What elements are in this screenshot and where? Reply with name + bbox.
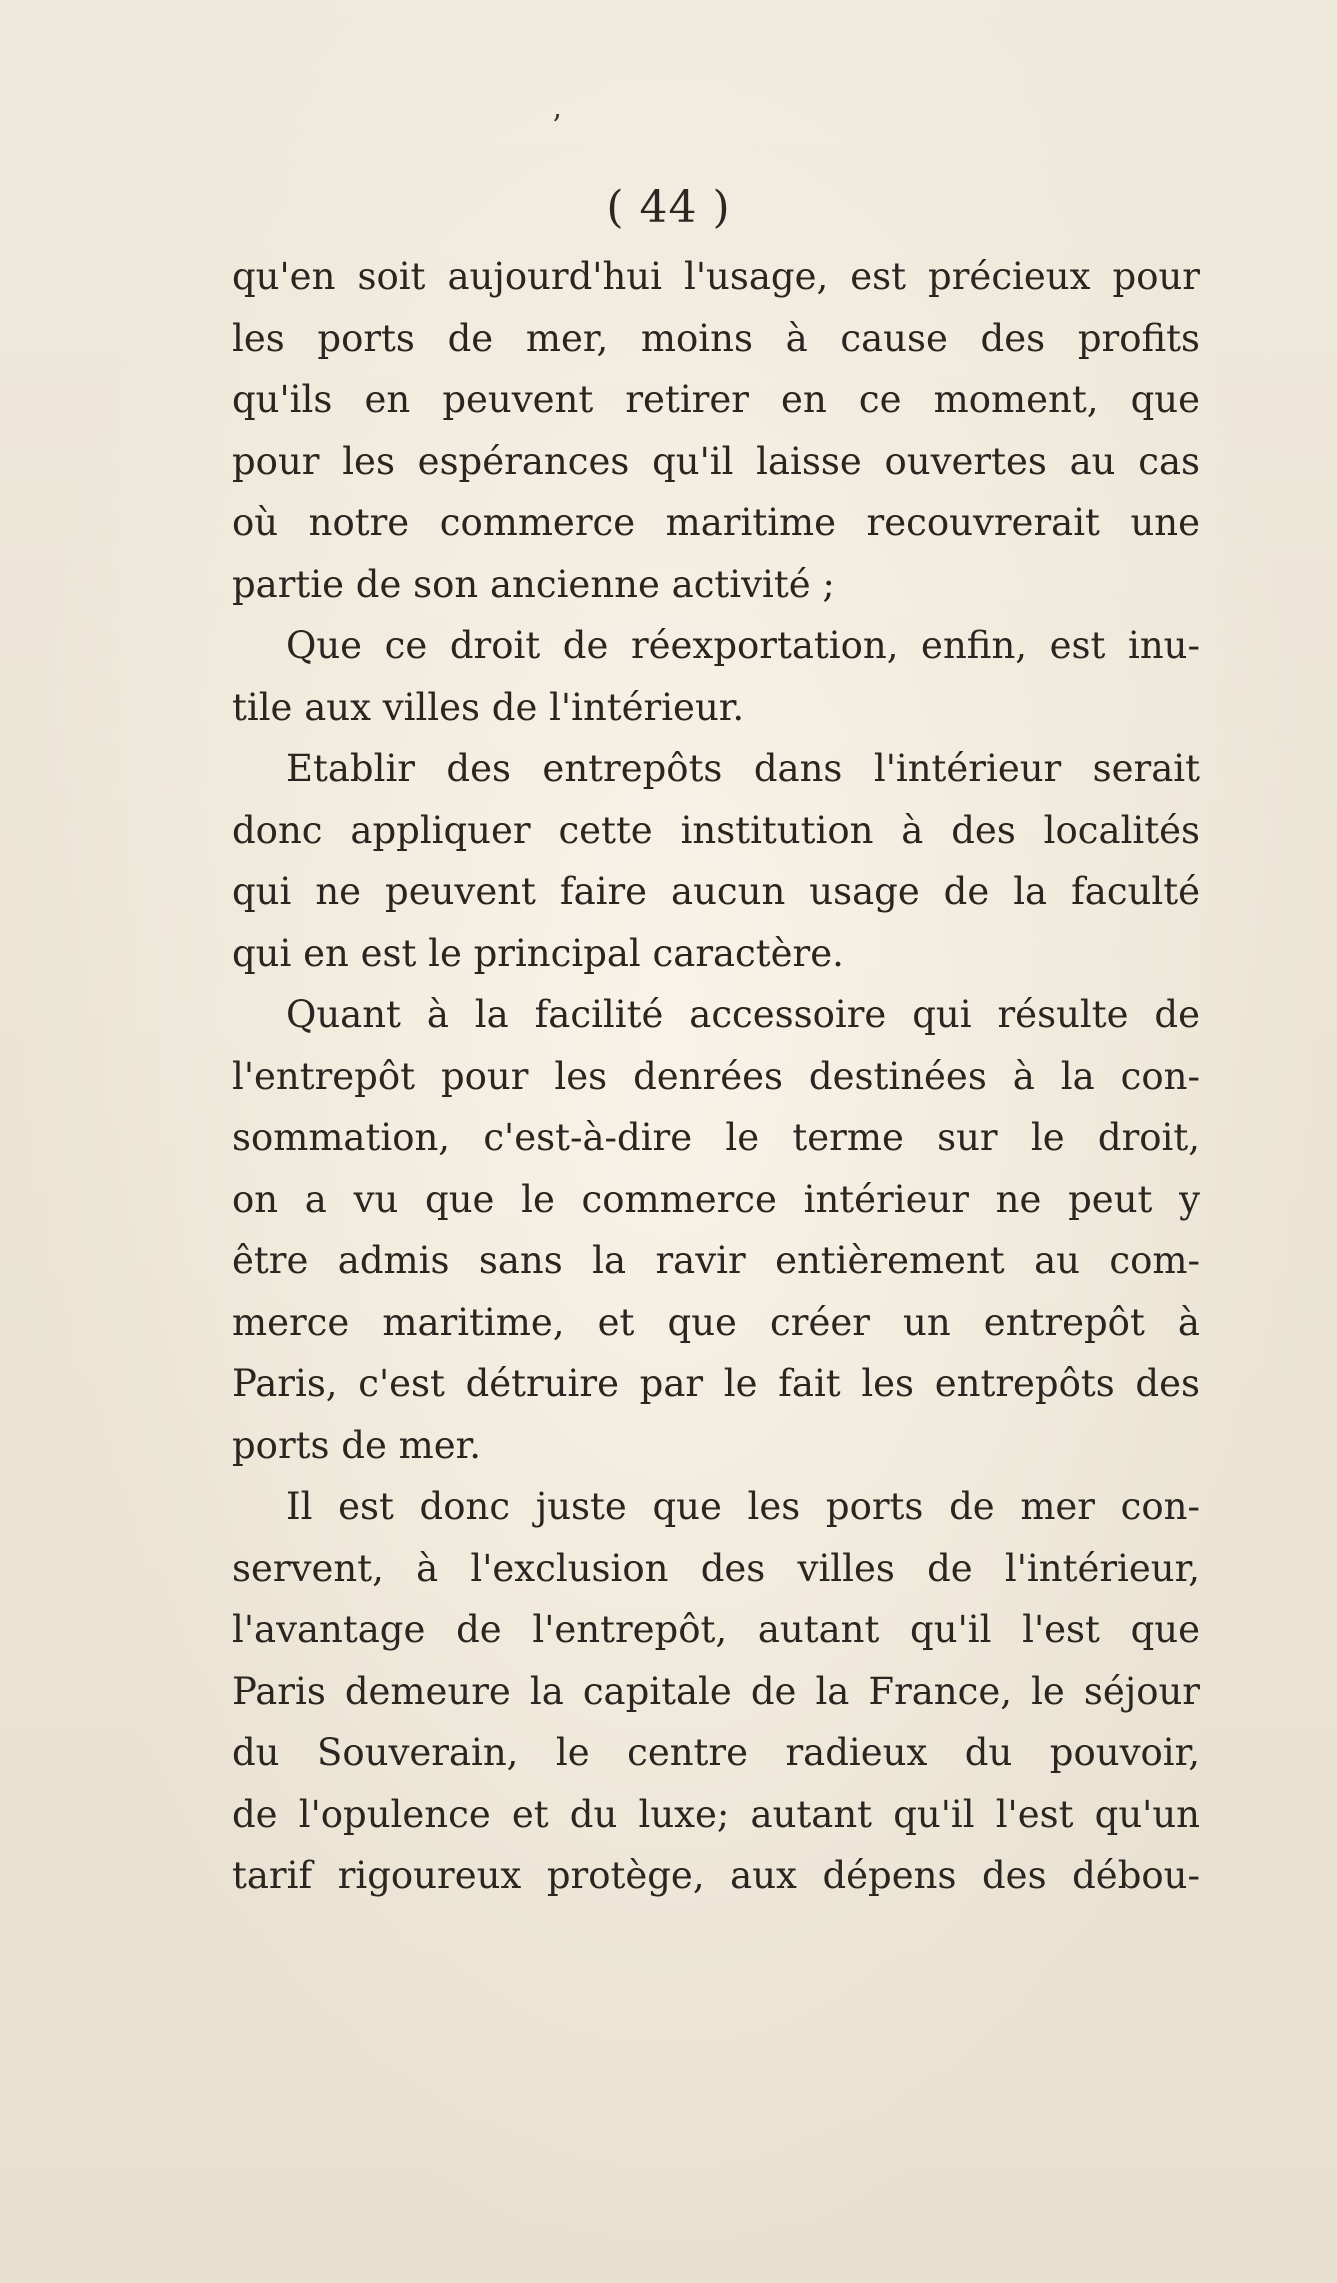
text-line: les ports de mer, moins à cause des profits (232, 316, 1200, 360)
text-line: de l'opulence et du luxe; autant qu'il l'est qu'un (232, 1792, 1200, 1836)
text-line: tile aux villes de l'intérieur. (232, 685, 745, 729)
page-number: ( 44 ) (606, 182, 731, 233)
text-line: Paris, c'est détruire par le fait les entrepôts des (232, 1362, 1200, 1405)
text-line: sommation, c'est-à-dire le terme sur le droit, (232, 1116, 1200, 1159)
text-line: du Souverain, le centre radieux du pouvoir, (232, 1731, 1200, 1774)
body-text (232, 246, 1200, 1907)
text-line: l'avantage de l'entrepôt, autant qu'il l'est que (232, 1608, 1200, 1651)
text-line: on a vu que le commerce intérieur ne peut y (232, 1177, 1200, 1221)
text-line: où notre commerce maritime recouvrerait une (232, 501, 1200, 544)
ink-speck: ’ (552, 109, 562, 144)
text-line: Paris demeure la capitale de la France, le séjour (232, 1669, 1200, 1713)
text-line: qu'ils en peuvent retirer en ce moment, que (232, 378, 1200, 421)
text-line: Quant à la facilité accessoire qui résulte de (286, 993, 1200, 1036)
text-line: Que ce droit de réexportation, enfin, est inu- (286, 624, 1200, 667)
text-line: merce maritime, et que créer un entrepôt à (232, 1300, 1200, 1344)
text-line: qui en est le principal caractère. (232, 931, 844, 975)
text-line: ports de mer. (232, 1423, 481, 1467)
text-line: partie de son ancienne activité ; (232, 562, 835, 606)
text-line: pour les espérances qu'il laisse ouvertes au cas (232, 439, 1200, 483)
text-line: l'entrepôt pour les denrées destinées à la con- (232, 1054, 1200, 1098)
text-line: Il est donc juste que les ports de mer con- (286, 1485, 1200, 1528)
text-line: donc appliquer cette institution à des localités (232, 808, 1200, 852)
text-line: qu'en soit aujourd'hui l'usage, est précieux pour (232, 255, 1200, 298)
text-line: Etablir des entrepôts dans l'intérieur serait (286, 747, 1200, 790)
text-line: être admis sans la ravir entièrement au com- (232, 1239, 1200, 1282)
text-line: servent, à l'exclusion des villes de l'intérieur, (232, 1546, 1200, 1590)
text-line: qui ne peuvent faire aucun usage de la faculté (232, 870, 1200, 913)
text-line: tarif rigoureux protège, aux dépens des débou- (232, 1854, 1200, 1897)
